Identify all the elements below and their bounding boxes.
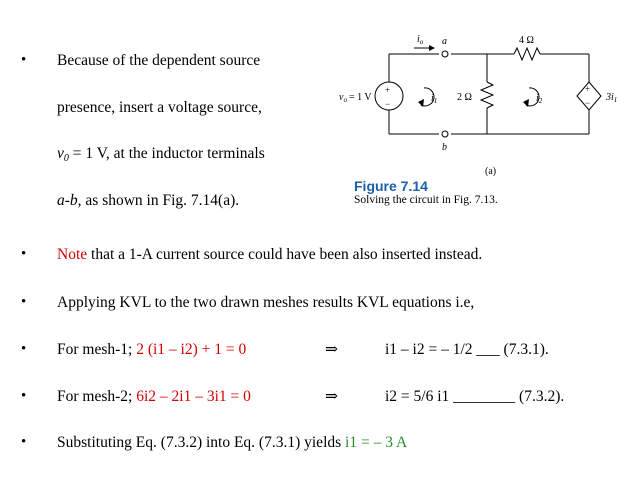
figure-title: Figure 7.14 (354, 178, 428, 194)
svg-text:a: a (442, 36, 447, 47)
svg-text:i2: $i_2$ (536, 93, 543, 105)
bullet-dot: • (21, 294, 27, 310)
mesh2-result: i2 = 5/6 i1 ________ (7.3.2). (385, 388, 565, 405)
subst-line: Substituting Eq. (7.3.2) into Eq. (7.3.1) yields i1 = – 3 A (57, 434, 408, 451)
svg-text:+: + (385, 85, 391, 95)
text-line: a-b, as shown in Fig. 7.14(a). (57, 192, 240, 209)
text-line: presence, insert a voltage source, (57, 99, 262, 116)
figure-caption: Solving the circuit in Fig. 7.13. (354, 194, 498, 206)
mesh2-line: For mesh-2; 6i2 – 2i1 – 3i1 = 0 (57, 388, 251, 405)
svg-text:io: $i_o$ (417, 34, 424, 46)
svg-text:2 Ω: 2 Ω (457, 92, 472, 103)
bullet-dot: • (21, 246, 27, 262)
bullet-dot: • (21, 341, 27, 357)
svg-text:3i1: $3i_1$ (606, 92, 618, 104)
mesh1-result: i1 – i2 = – 1/2 ___ (7.3.1). (385, 341, 549, 358)
svg-text:b: b (442, 142, 447, 153)
note-line: Note that a 1-A current source could have been also inserted instead. (57, 246, 483, 263)
svg-text:vo= 1 V: $v_o = 1$ V (339, 92, 372, 104)
svg-text:+: + (585, 84, 591, 94)
svg-text:−: − (385, 99, 391, 109)
text-line: Applying KVL to the two drawn meshes results KVL equations i.e, (57, 294, 475, 311)
implies-symbol: ⇒ (325, 388, 338, 405)
svg-text:−: − (585, 98, 591, 108)
bullet-dot: • (21, 52, 27, 68)
mesh1-eq: 2 (i1 – i2) + 1 = 0 (136, 341, 247, 358)
svg-text:i1: $i_1$ (431, 93, 438, 105)
mesh2-eq: 6i2 – 2i1 – 3i1 = 0 (136, 388, 251, 405)
bullet-dot: • (21, 388, 27, 404)
note-word: Note (57, 246, 88, 263)
text-line: Because of the dependent source (57, 52, 261, 69)
text-line: $v_0 = 1$ V, at the inductor terminals (57, 145, 265, 164)
svg-text:(a): (a) (485, 166, 497, 177)
mesh1-line: For mesh-1; 2 (i1 – i2) + 1 = 0 (57, 341, 247, 358)
final-result: i1 = – 3 A (345, 434, 408, 451)
bullet-dot: • (21, 434, 27, 450)
implies-symbol: ⇒ (325, 341, 338, 358)
svg-text:4 Ω: 4 Ω (519, 35, 534, 46)
